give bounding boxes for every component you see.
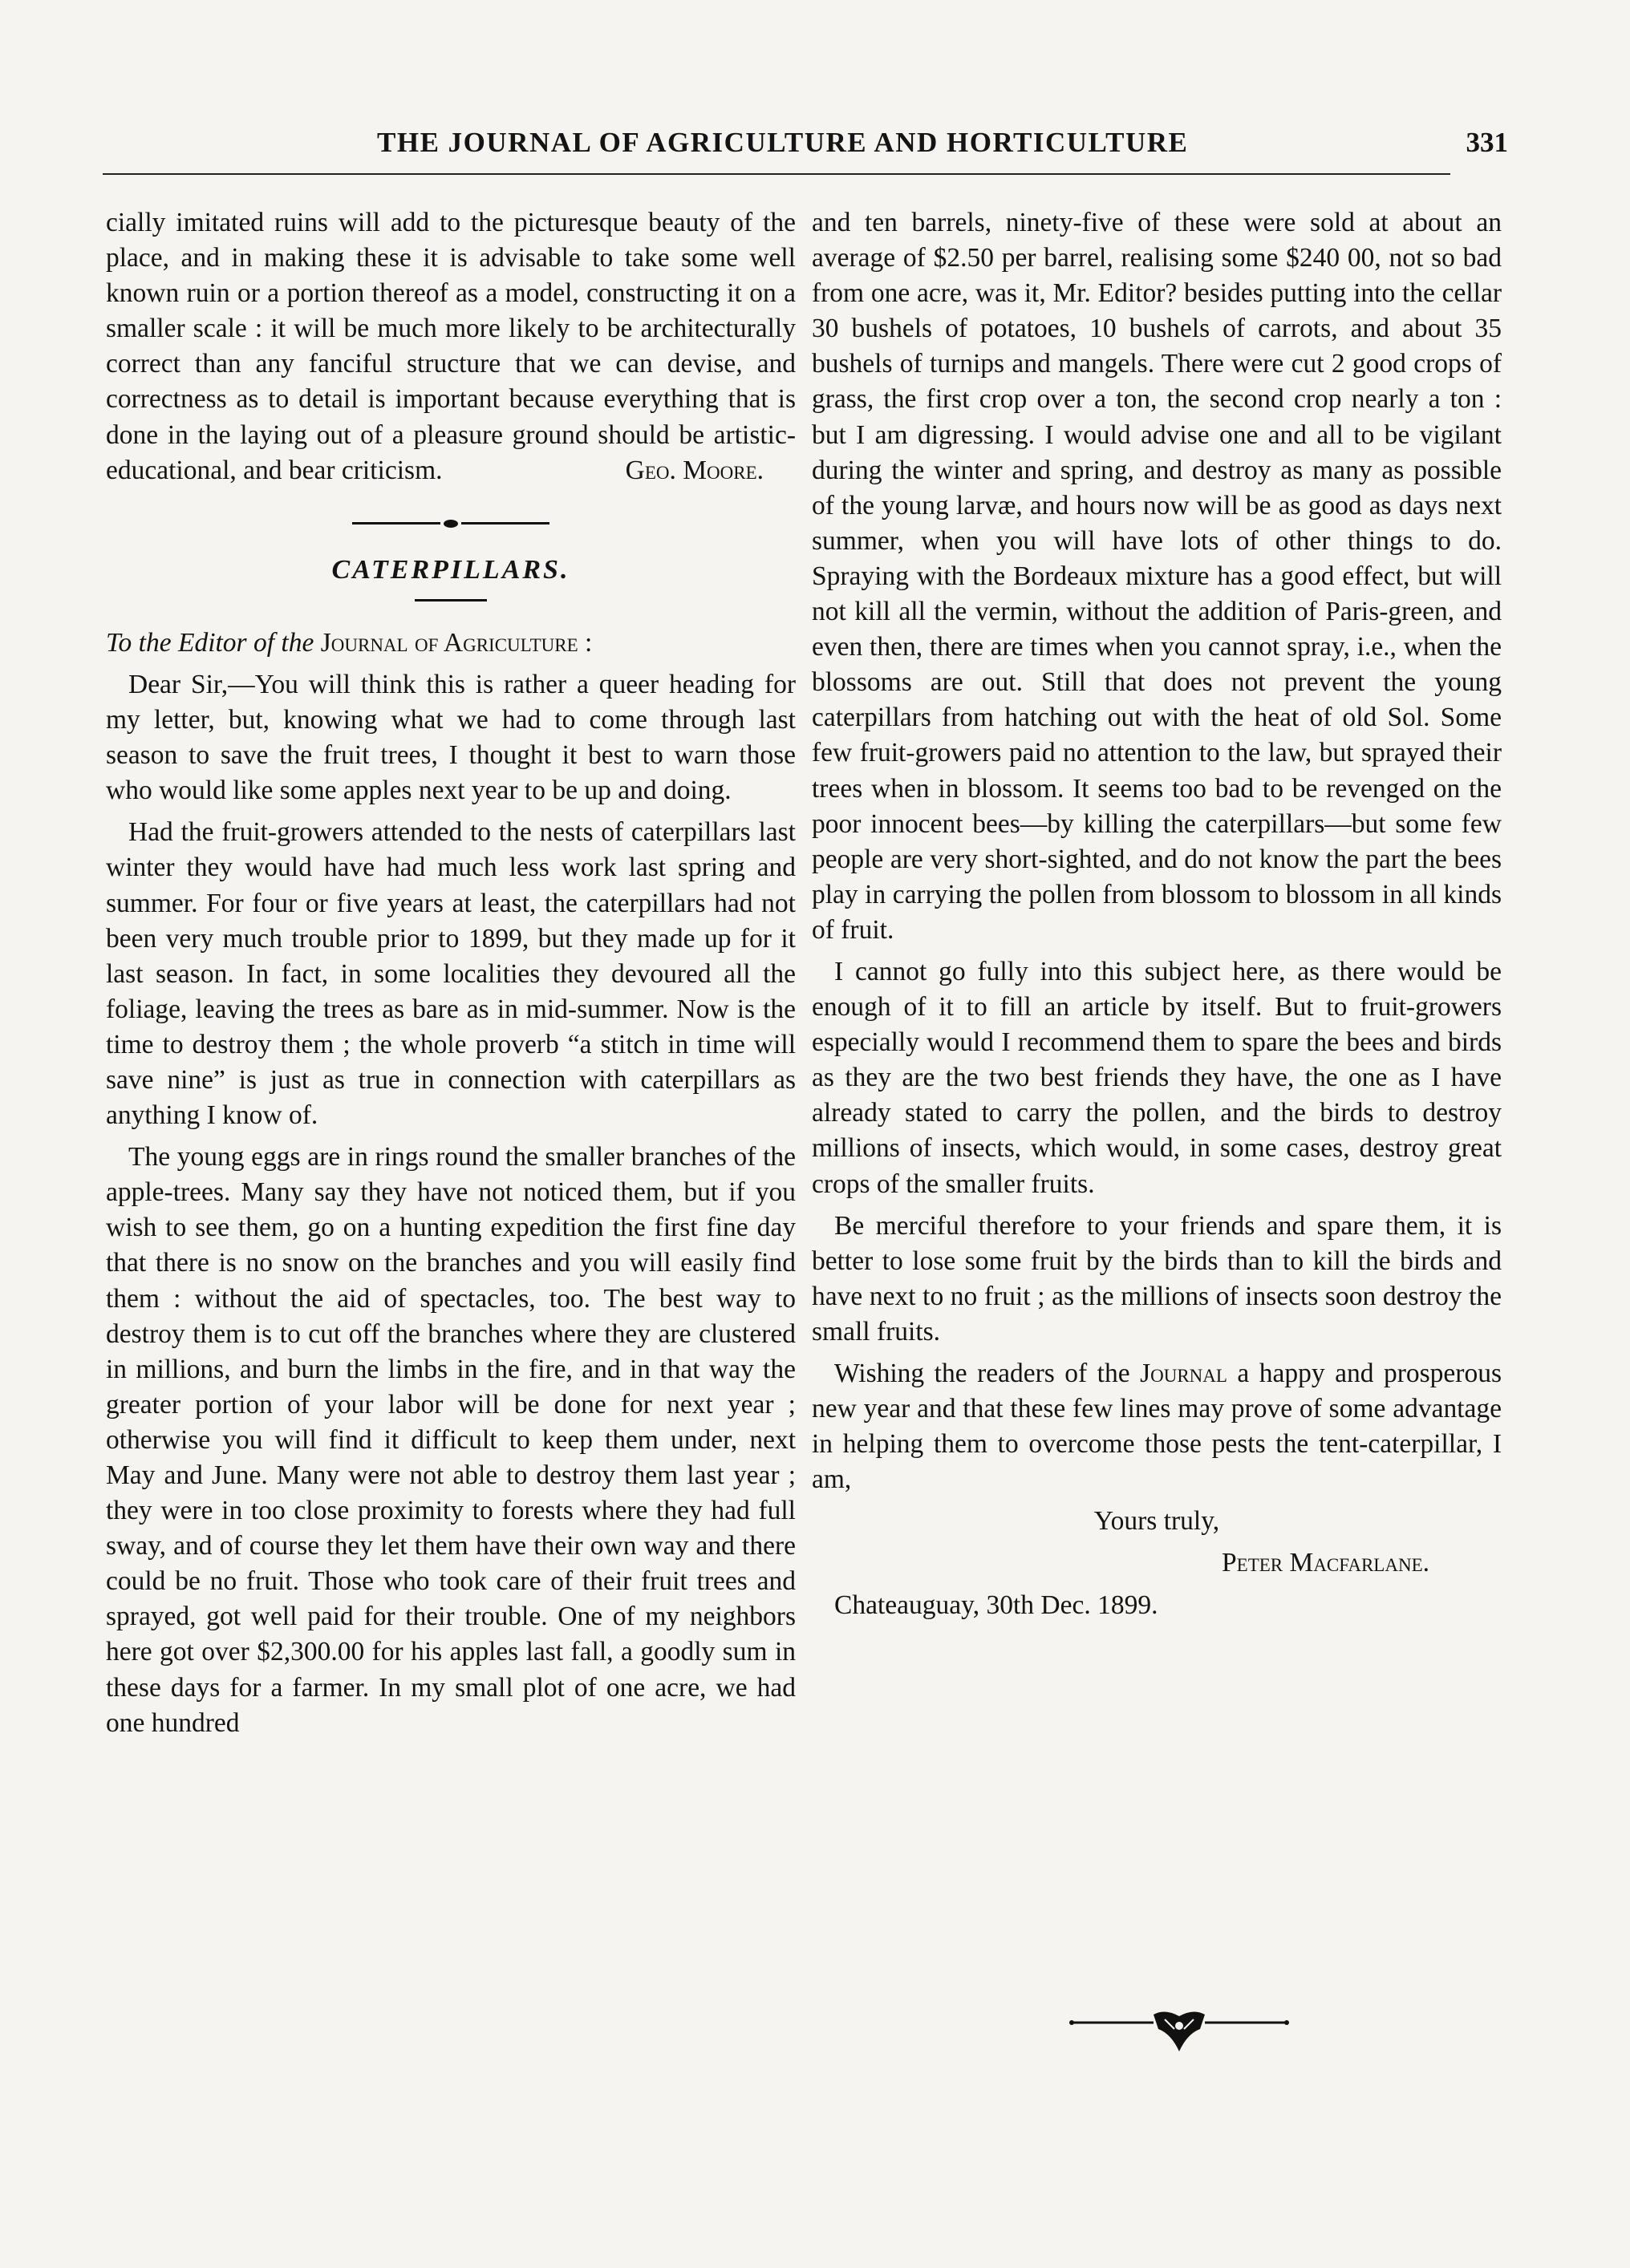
continuation-paragraph — [106, 205, 796, 488]
letter-paragraph: Had the fruit-growers attended to the nests of caterpillars last winter they would have had much less work last spring and summer. For four or five years at least, the caterpillars had not been very much trouble prior to 1899, but they made up for it last season. In fact, in some localities they devoured all the foliage, leaving the trees as bare as in mid-summer. Now is the time to destroy them ; the whole proverb “a stitch in time will save nine” is just as true in connection with caterpillars as anything I know of. — [106, 817, 796, 1131]
letter-paragraph: The young eggs are in rings round the smaller branches of the apple-trees. Many say they have not noticed them, but if you wish to see them, go on a hunting expedition the first fine day that there is no snow on the branches and you will easily find them : without the aid of spectacles, too. The best way to destroy them is to cut off the branches where they are clustered in millions, and burn the limbs in the fire, and in that way the greater portion of your labor will be done for next year ; otherwise you will find it difficult to keep them under, next May and June. Many were not able to destroy them last year ; they were in too close proximity to forests where they had full sway, and of course they let them have their own way and there could be no fruit. Those who took care of their fruit trees and sprayed, got well paid for their trouble. One of my neighbors here got over $2,300.00 for his apples last fall, a goodly sum in these days for a farmer. In my small plot of one acre, we had one hundred — [106, 1142, 796, 1738]
salutation-journal: Journal of Agriculture — [320, 627, 578, 658]
signature: Peter Macfarlane. — [1222, 1548, 1429, 1578]
letter-paragraph: Be merciful therefore to your friends and spare them, it is better to lose some fruit by the birds than to kill the birds and have next to no fruit ; as the millions of insects soon destroy the small fruits. — [812, 1210, 1502, 1347]
closing-journal: Journal — [1140, 1359, 1227, 1388]
closing-prefix: Wishing the readers of the — [834, 1359, 1130, 1388]
journal-title: THE JOURNAL OF AGRICULTURE AND HORTICULTURE — [377, 127, 1189, 158]
tailpiece-ornament — [1067, 2005, 1291, 2061]
continuation-text: cially imitated ruins will add to the picturesque beauty of the place, and in making these it is advisable to take some well known ruin or a portion thereof as a model, constructing it on a smaller scale : it will be much more likely to be architecturally correct than any fanciful structure that we can devise, and correctness as to detail is important because everything that is done in the laying out of a pleasure ground should be artistic-educational, and bear criticism. — [106, 208, 796, 485]
title-rule — [415, 599, 487, 601]
left-column — [106, 205, 796, 1748]
right-column — [812, 205, 1502, 1630]
running-head — [184, 122, 1516, 170]
closing-suffix: a happy and prosperous new year and that these few lines may prove of some advantage in helping them to overcome those pests the tent-caterpillar, I am, — [812, 1359, 1502, 1495]
closing-paragraph — [812, 1356, 1502, 1497]
letter-paragraph: Dear Sir,—You will think this is rather a queer heading for my letter, but, knowing what we had to come through last season to save the fruit trees, I thought it best to warn those who would like some apples next year to be up and doing. — [106, 669, 796, 806]
salutation — [106, 626, 796, 661]
page-number: 331 — [1466, 127, 1508, 158]
ornament-divider — [106, 500, 796, 548]
valediction: Yours truly, — [1093, 1506, 1220, 1537]
salutation-prefix: To the Editor of the — [106, 627, 314, 658]
letter-paragraph: and ten barrels, ninety-five of these were sold at about an average of $2.50 per barrel, realising some $240 00, not so bad from one acre, was it, Mr. Editor? besides putting into the cellar 30 bushels of potatoes, 10 bushels of carrots, and about 35 bushels of turnips and mangels. There were cut 2 good crops of grass, the first crop over a ton, the second crop nearly a ton : but I am digressing. I would advise one and all to be vigilant during the winter and spring, and destroy as many as possible of the young larvæ, and hours now will be as good as days next summer, when you will have lots of other things to do. Spraying with the Bordeaux mixture has a good effect, but will not kill all the vermin, without the addition of Paris-green, and even then, there are times when you cannot spray, i.e., when the blossoms are out. Still that does not prevent the young caterpillars from hatching out with the heat of old Sol. Some few fruit-growers paid no attention to the law, but sprayed their trees when in blossom. It seems too bad to be revenged on the poor innocent bees—by killing the caterpillars—but some few people are very short-sighted, and do not know the part the bees play in carrying the pollen from blossom to blossom in all kinds of fruit. — [812, 208, 1502, 945]
header-rule — [103, 173, 1450, 175]
letter-paragraph: I cannot go fully into this subject here, as there would be enough of it to fill an article by itself. But to fruit-growers especially would I recommend them to spare the bees and birds as they are the two best friends they have, the one as I have already stated to carry the pollen, and the birds to destroy millions of insects, which would, in some cases, destroy great crops of the smaller fruits. — [812, 956, 1502, 1199]
dateline: Chateauguay, 30th Dec. 1899. — [834, 1590, 1158, 1620]
salutation-suffix: : — [585, 627, 593, 658]
continuation-signature: Geo. Moore. — [625, 455, 764, 485]
article-title: CATERPILLARS. — [331, 554, 570, 585]
